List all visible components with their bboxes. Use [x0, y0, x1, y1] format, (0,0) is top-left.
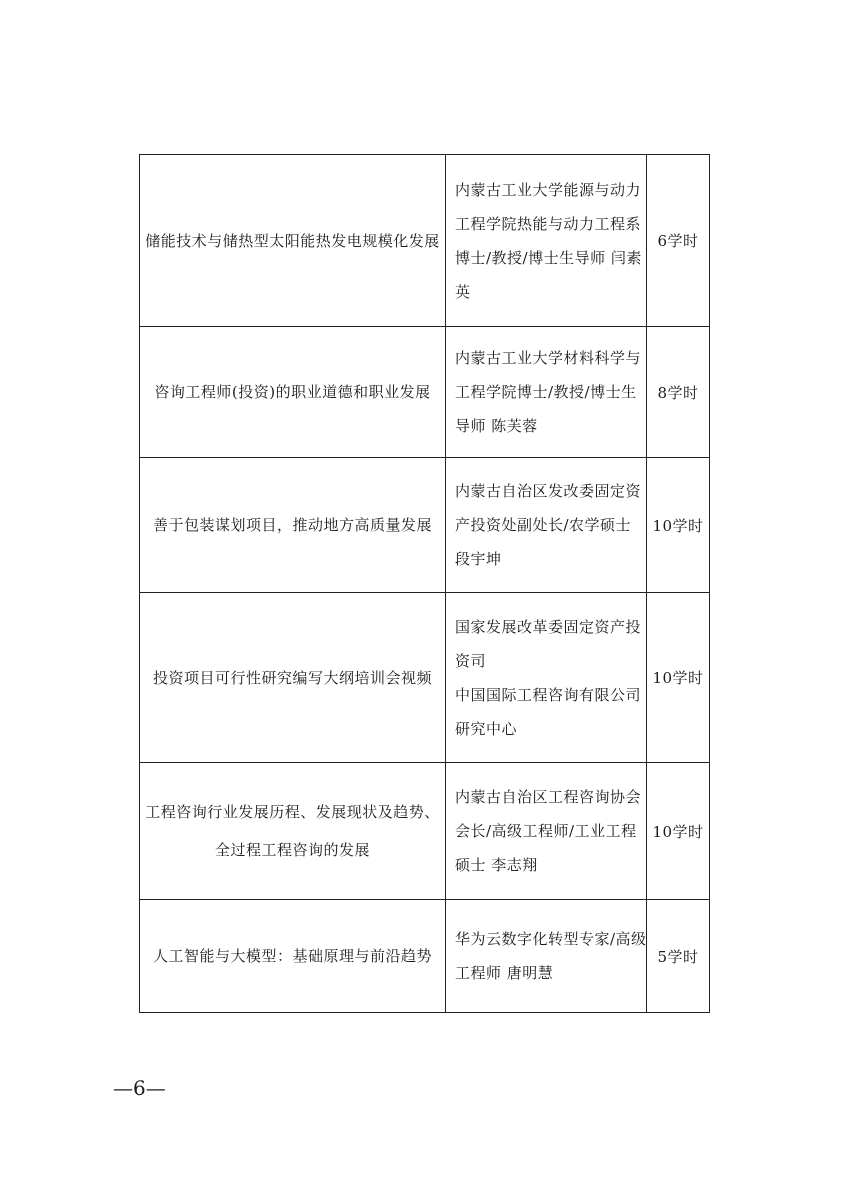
table-row [140, 327, 710, 458]
topic-cell [140, 593, 446, 763]
speaker-line: 资司 [455, 651, 487, 670]
table-row [140, 593, 710, 763]
topic-line: 工程咨询行业发展历程、发展现状及趋势、 [145, 803, 440, 821]
speaker-cell [446, 593, 647, 763]
speaker-line: 产投资处副处长/农学硕士 [455, 516, 632, 534]
speaker-line: 内蒙古自治区工程咨询协会 [455, 788, 642, 806]
topic-line: 全过程工程咨询的发展 [214, 841, 370, 859]
hours-cell: 6学时 [647, 155, 710, 327]
speaker-line: 工程师 唐明慧 [455, 964, 554, 982]
speaker-cell [446, 763, 647, 900]
hours-cell: 10学时 [647, 763, 710, 900]
speaker-line: 英 [455, 282, 471, 301]
topic-cell [140, 763, 446, 900]
hours-cell: 8学时 [647, 327, 710, 458]
speaker-line: 内蒙古工业大学材料科学与 [455, 349, 642, 367]
speaker-line: 内蒙古工业大学能源与动力 [455, 180, 642, 199]
topic-line: 储能技术与储热型太阳能热发电规模化发展 [145, 231, 440, 250]
topic-line: 善于包装谋划项目，推动地方高质量发展 [152, 516, 432, 534]
speaker-cell [446, 900, 647, 1013]
speaker-cell [446, 327, 647, 458]
hours-cell: 10学时 [647, 593, 710, 763]
speaker-line: 内蒙古自治区发改委固定资 [455, 482, 642, 500]
topic-line: 投资项目可行性研究编写大纲培训会视频 [152, 668, 432, 687]
speaker-line: 工程学院博士/教授/博士生 [455, 383, 637, 401]
hours-cell: 5学时 [647, 900, 710, 1013]
speaker-line: 会长/高级工程师/工业工程 [455, 822, 637, 840]
speaker-line: 华为云数字化转型专家/高级 [455, 930, 647, 948]
speaker-line: 段宇坤 [455, 550, 502, 568]
page-number: —6— [113, 1076, 166, 1100]
topic-cell [140, 155, 446, 327]
speaker-line: 导师 陈芙蓉 [455, 417, 538, 435]
table-row [140, 763, 710, 900]
topic-cell [140, 900, 446, 1013]
course-table [139, 154, 710, 1013]
topic-line: 人工智能与大模型：基础原理与前沿趋势 [152, 947, 432, 965]
topic-line: 咨询工程师(投资)的职业道德和职业发展 [154, 383, 431, 401]
speaker-line: 博士/教授/博士生导师 闫素 [455, 248, 642, 267]
speaker-line: 工程学院热能与动力工程系 [455, 214, 642, 233]
hours-cell: 10学时 [647, 458, 710, 593]
table-row [140, 155, 710, 327]
speaker-line: 国家发展改革委固定资产投 [455, 617, 642, 636]
speaker-line: 研究中心 [455, 719, 518, 738]
table-row [140, 458, 710, 593]
topic-cell [140, 458, 446, 593]
speaker-line: 硕士 李志翔 [455, 856, 538, 874]
topic-cell [140, 327, 446, 458]
speaker-line: 中国国际工程咨询有限公司 [455, 685, 642, 704]
speaker-cell [446, 155, 647, 327]
speaker-cell [446, 458, 647, 593]
table-row [140, 900, 710, 1013]
